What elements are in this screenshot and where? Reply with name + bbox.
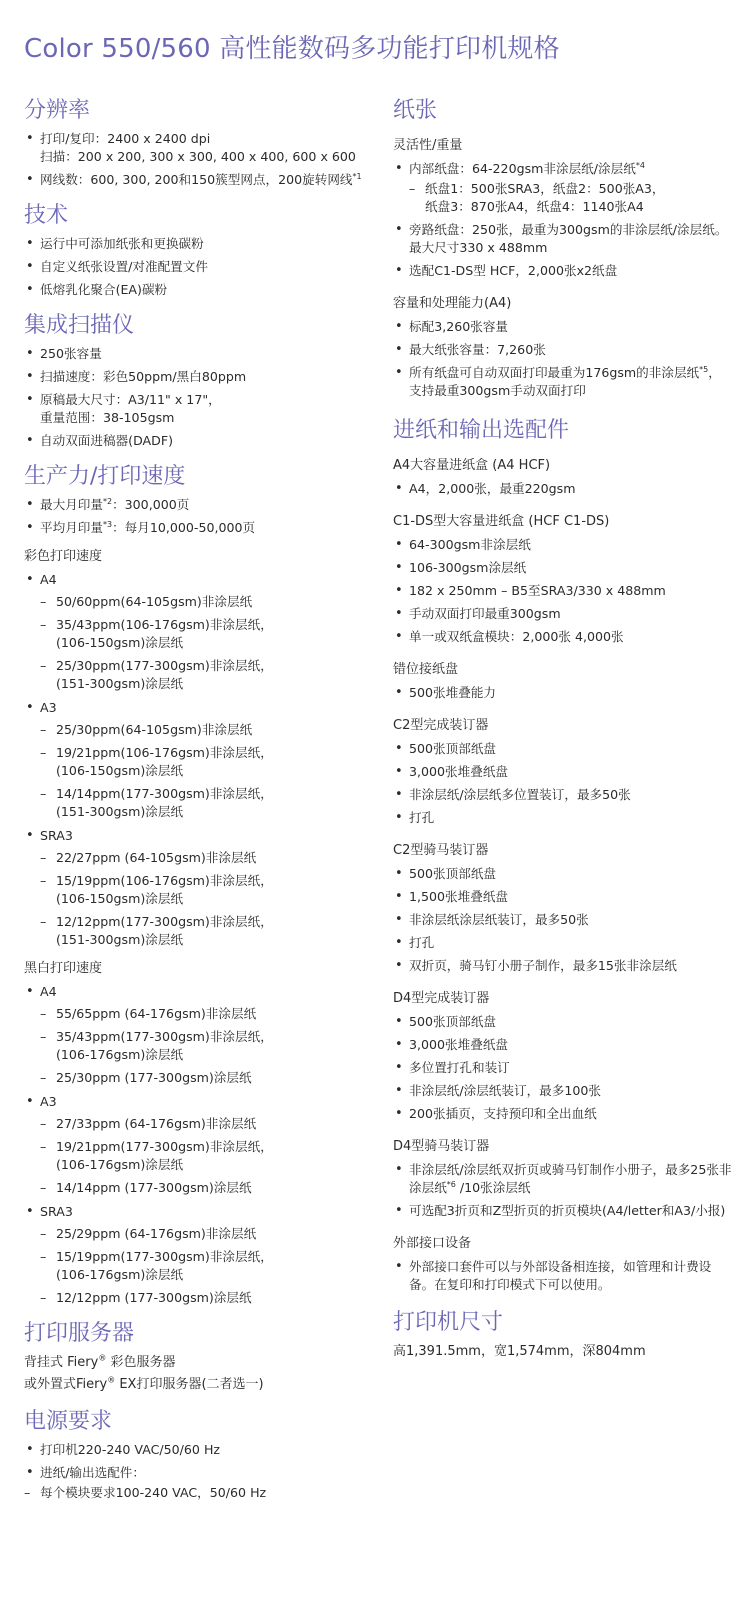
list-item: [24, 519, 369, 537]
speed-line: 25/30ppm(177-300gsm)非涂层纸，: [56, 658, 273, 673]
list-item: [393, 160, 733, 216]
list-item: [24, 983, 369, 1087]
list-item: • 500张顶部纸盘: [393, 1013, 733, 1031]
speed-line: (151-300gsm)涂层纸: [56, 676, 184, 691]
list-item: [24, 171, 369, 189]
option-group-title: C2型完成装订器: [393, 718, 489, 733]
paper-size-label: A4: [40, 984, 57, 999]
scanner-weight: 重量范围：38-105gsm: [40, 410, 175, 425]
option-group-title: D4型完成装订器: [393, 991, 490, 1006]
print-server-line-1: [24, 1353, 369, 1373]
color-speed-heading: 彩色打印速度: [24, 549, 103, 564]
speed-item: – 50/60ppm(64-105gsm)非涂层纸: [40, 593, 369, 611]
list-item: • 选配C1-DS型 HCF，2,000张x2纸盘: [393, 262, 733, 280]
list-item: • 250张容量: [24, 345, 369, 363]
dimensions-heading: 打印机尺寸: [393, 1310, 504, 1335]
list-item: • A4，2,000张，最重220gsm: [393, 480, 733, 498]
speed-item: – 22/27ppm (64-105gsm)非涂层纸: [40, 849, 369, 867]
paper-size-label: A3: [40, 700, 57, 715]
resolution-screen: 网线数：600, 300, 200和150簇型网点，200旋转网线: [40, 172, 353, 187]
speed-item: – 27/33ppm (64-176gsm)非涂层纸: [40, 1115, 369, 1133]
right-column: [393, 96, 733, 1366]
list-item: • 106-300gsm涂层纸: [393, 559, 733, 577]
list-item: • 打孔: [393, 934, 733, 952]
speed-line: 15/19ppm(106-176gsm)非涂层纸，: [56, 873, 273, 888]
list-item: [24, 571, 369, 693]
list-item: [24, 391, 369, 427]
scanner-heading: 集成扫描仪: [24, 313, 135, 338]
list-item: • 500张顶部纸盘: [393, 740, 733, 758]
option-group-title: C1-DS型大容量进纸盒 (HCF C1-DS): [393, 514, 610, 529]
speed-item: [40, 1138, 369, 1174]
list-item: • 双折页，骑马钉小册子制作，最多15张非涂层纸: [393, 957, 733, 975]
list-item: • 进纸/输出选配件：: [24, 1464, 369, 1482]
list-item: • 非涂层纸/涂层纸多位置装订，最多50张: [393, 786, 733, 804]
option-group-title: 错位接纸盘: [393, 662, 459, 677]
section-scanner: [24, 311, 369, 450]
speed-item: – 12/12ppm (177-300gsm)涂层纸: [40, 1289, 369, 1307]
print-server-line-2: [24, 1375, 369, 1395]
resolution-print: 打印/复印：2400 x 2400 dpi: [40, 131, 211, 146]
section-dimensions: [393, 1308, 733, 1362]
list-item: • 182 x 250mm – B5至SRA3/330 x 488mm: [393, 582, 733, 600]
speed-item: [40, 1028, 369, 1064]
list-item: • 旁路纸盘：250张，最重为300gsm的非涂层纸/涂层纸。最大尺寸330 x 488mm: [393, 221, 733, 257]
list-item: • 可选配3折页和Z型折页的折页模块(A4/letter和A3/小报): [393, 1202, 733, 1220]
dimensions-text: 高1,391.5mm，宽1,574mm，深804mm: [393, 1344, 646, 1359]
server-text: EX打印服务器(二者选一): [115, 1377, 264, 1392]
list-item: • 500张堆叠能力: [393, 684, 733, 702]
speed-line: (106-150gsm)涂层纸: [56, 763, 184, 778]
list-item: • 64-300gsm非涂层纸: [393, 536, 733, 554]
list-item: • 1,500张堆叠纸盘: [393, 888, 733, 906]
speed-line: 15/19ppm(177-300gsm)非涂层纸，: [56, 1249, 273, 1264]
section-options: [393, 416, 733, 1294]
list-item: [24, 699, 369, 821]
list-item: • 打印机220-240 VAC/50/60 Hz: [24, 1441, 369, 1459]
resolution-scan: 扫描：200 x 200, 300 x 300, 400 x 400, 600 x 600: [40, 149, 356, 164]
list-item: [24, 496, 369, 514]
speed-item: [40, 785, 369, 821]
speed-line: (151-300gsm)涂层纸: [56, 804, 184, 819]
booklet-text: /10张涂层纸: [455, 1180, 531, 1195]
list-item: • 非涂层纸涂层纸装订，最多50张: [393, 911, 733, 929]
list-item: • 多位置打孔和装订: [393, 1059, 733, 1077]
speed-item: [40, 1248, 369, 1284]
scanner-size: 原稿最大尺寸：A3/11" x 17"，: [40, 392, 221, 407]
speed-item: – 25/30ppm (177-300gsm)涂层纸: [40, 1069, 369, 1087]
list-item: [24, 1203, 369, 1307]
flexibility-heading: 灵活性/重量: [393, 138, 463, 153]
list-item: • 标配3,260张容量: [393, 318, 733, 336]
footnote-ref: *1: [352, 171, 362, 181]
speed-line: (106-176gsm)涂层纸: [56, 1267, 184, 1282]
speed-item: [40, 913, 369, 949]
list-item: [24, 827, 369, 949]
option-group-title: A4大容量进纸盒 (A4 HCF): [393, 458, 551, 473]
speed-item: [40, 744, 369, 780]
tray-detail: [409, 180, 733, 216]
list-item: • 3,000张堆叠纸盘: [393, 1036, 733, 1054]
speed-line: 19/21ppm(177-300gsm)非涂层纸，: [56, 1139, 273, 1154]
list-item: • 500张顶部纸盘: [393, 865, 733, 883]
speed-item: – 14/14ppm (177-300gsm)涂层纸: [40, 1179, 369, 1197]
speed-line: (106-176gsm)涂层纸: [56, 1157, 184, 1172]
paper-size-label: SRA3: [40, 828, 73, 843]
list-item: • 自定义纸张设置/对准配置文件: [24, 258, 369, 276]
duplex-text: ，支持最重300gsm手动双面打印: [409, 365, 721, 398]
list-item: • 非涂层纸/涂层纸装订，最多100张: [393, 1082, 733, 1100]
list-item: [24, 130, 369, 166]
speed-item: – 25/29ppm (64-176gsm)非涂层纸: [40, 1225, 369, 1243]
footnote-ref: *3: [102, 519, 113, 529]
avg-volume-value: ：每月10,000-50,000页: [112, 520, 256, 535]
speed-line: 35/43ppm(106-176gsm)非涂层纸，: [56, 617, 273, 632]
footnote-ref: *6: [446, 1179, 456, 1189]
list-item: • 打孔: [393, 809, 733, 827]
speed-item: [40, 657, 369, 693]
max-volume-value: ：300,000页: [112, 497, 190, 512]
speed-line: 12/12ppm(177-300gsm)非涂层纸，: [56, 914, 273, 929]
speed-item: – 55/65ppm (64-176gsm)非涂层纸: [40, 1005, 369, 1023]
speed-item: [40, 872, 369, 908]
option-group-title: D4型骑马装订器: [393, 1139, 490, 1154]
list-item: [393, 364, 733, 400]
option-group-title: 外部接口设备: [393, 1236, 472, 1251]
list-item: • 运行中可添加纸张和更换碳粉: [24, 235, 369, 253]
list-item: • 自动双面进稿器(DADF): [24, 432, 369, 450]
footnote-ref: *4: [635, 160, 645, 170]
duplex-text: 所有纸盘可自动双面打印最重为176gsm的非涂层纸: [409, 365, 700, 380]
section-print-server: [24, 1319, 369, 1395]
speed-line: (106-176gsm)涂层纸: [56, 1047, 184, 1062]
avg-volume-label: 平均月印量: [40, 520, 103, 535]
speed-line: 35/43ppm(177-300gsm)非涂层纸，: [56, 1029, 273, 1044]
speed-line: 14/14ppm(177-300gsm)非涂层纸，: [56, 786, 273, 801]
footnote-ref: *2: [102, 496, 113, 506]
print-server-heading: 打印服务器: [24, 1321, 135, 1346]
section-resolution: [24, 96, 369, 189]
section-productivity: [24, 462, 369, 1307]
list-item: • 手动双面打印最重300gsm: [393, 605, 733, 623]
registered-mark: ®: [98, 1353, 107, 1363]
max-volume-label: 最大月印量: [40, 497, 103, 512]
list-item: • 最大纸张容量：7,260张: [393, 341, 733, 359]
technology-heading: 技术: [24, 203, 69, 228]
server-text: 彩色服务器: [106, 1355, 176, 1370]
footnote-ref: *5: [699, 364, 709, 374]
paper-size-label: SRA3: [40, 1204, 73, 1219]
speed-line: (106-150gsm)涂层纸: [56, 635, 184, 650]
tray-line: 纸盘3：870张A4，纸盘4：1140张A4: [425, 199, 644, 214]
speed-item: [40, 616, 369, 652]
bw-speed-heading: 黑白打印速度: [24, 961, 103, 976]
paper-size-label: A3: [40, 1094, 57, 1109]
speed-line: (151-300gsm)涂层纸: [56, 932, 184, 947]
paper-heading: 纸张: [393, 98, 438, 123]
speed-line: (106-150gsm)涂层纸: [56, 891, 184, 906]
power-module-item: – 每个模块要求100-240 VAC，50/60 Hz: [24, 1484, 369, 1502]
list-item: • 单一或双纸盒模块：2,000张 4,000张: [393, 628, 733, 646]
option-group-title: C2型骑马装订器: [393, 843, 489, 858]
paper-size-label: A4: [40, 572, 57, 587]
server-text: 或外置式Fiery: [24, 1377, 108, 1392]
speed-line: 19/21ppm(106-176gsm)非涂层纸，: [56, 745, 273, 760]
list-item: [393, 1161, 733, 1197]
section-power: [24, 1407, 369, 1502]
capacity-heading: 容量和处理能力(A4): [393, 296, 512, 311]
list-item: • 低熔乳化聚合(EA)碳粉: [24, 281, 369, 299]
list-item: • 外部接口套件可以与外部设备相连接，如管理和计费设备。在复印和打印模式下可以使用。: [393, 1258, 733, 1294]
options-heading: 进纸和输出选配件: [393, 418, 570, 443]
section-technology: [24, 201, 369, 299]
power-heading: 电源要求: [24, 1409, 113, 1434]
section-paper: [393, 96, 733, 400]
list-item: • 200张插页，支持预印和全出血纸: [393, 1105, 733, 1123]
page-title: Color 550/560 高性能数码多功能打印机规格: [24, 34, 560, 64]
list-item: • 扫描速度：彩色50ppm/黑白80ppm: [24, 368, 369, 386]
booklet-text: 非涂层纸/涂层纸双折页或骑马钉制作小册子，最多25张非涂层纸: [409, 1162, 732, 1195]
tray-line: 纸盘1：500张SRA3，纸盘2：500张A3，: [425, 181, 665, 196]
speed-item: – 25/30ppm(64-105gsm)非涂层纸: [40, 721, 369, 739]
server-text: 背挂式 Fiery: [24, 1355, 99, 1370]
resolution-heading: 分辨率: [24, 98, 91, 123]
registered-mark: ®: [107, 1375, 116, 1385]
list-item: [24, 1093, 369, 1197]
list-item: • 3,000张堆叠纸盘: [393, 763, 733, 781]
internal-tray: 内部纸盘：64-220gsm非涂层纸/涂层纸: [409, 161, 636, 176]
productivity-heading: 生产力/打印速度: [24, 464, 186, 489]
left-column: [24, 96, 369, 1508]
